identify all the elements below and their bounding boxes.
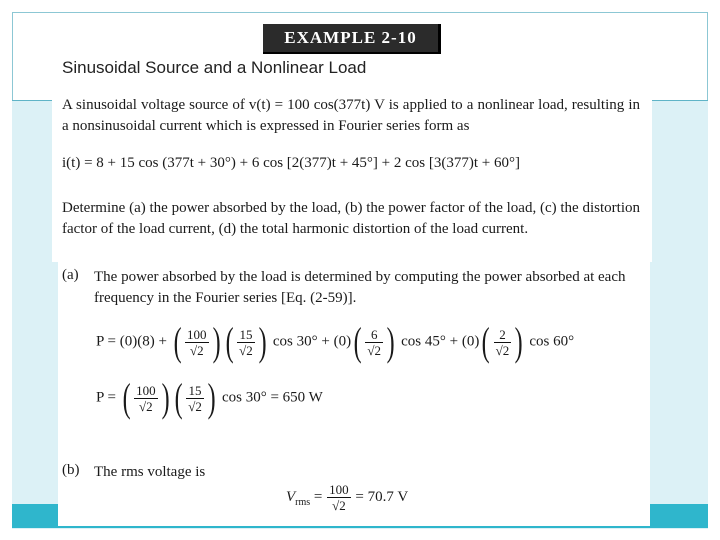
part-a-label: (a) <box>62 267 79 283</box>
eq2-lhs: P = <box>96 389 116 406</box>
vrms-fraction: $\frac{100}{√2}$ <box>329 482 349 513</box>
eq1-term3: cos 60° <box>529 333 575 350</box>
eq1-frac2: $\frac{15}{√2}$ <box>239 326 253 358</box>
rms-voltage-equation <box>286 482 408 513</box>
eq2-rhs: cos 30° = 650 W <box>221 389 323 406</box>
vrms-symbol: V <box>286 488 296 505</box>
eq1-frac4: $\frac{2}{√2}$ <box>495 326 510 358</box>
eq2-frac1: $\frac{100}{√2}$ <box>136 382 156 414</box>
eq1-term2: cos 45° + (0) <box>401 333 480 350</box>
eq1-frac1: $\frac{100}{√2}$ <box>187 326 207 358</box>
part-a-text: The power absorbed by the load is determined by computing the power absorbed at each frequency in the Fourier series [Eq. (2-59)]. <box>94 269 626 306</box>
problem-intro: A sinusoidal voltage source of v(t) = 100 cos(377t) V is applied to a nonlinear load, resulting in a nonsinusoidal current which is expressed in Fourier series form as <box>62 97 640 134</box>
vrms-subscript: rms <box>295 496 311 508</box>
vrms-result: = 70.7 V <box>355 488 409 505</box>
power-equation-result: P = ( $\frac{100}{√2}$ ) ( $\frac{15}{√2}$ ) cos 30° = 650 W <box>96 375 323 420</box>
problem-tasks: Determine (a) the power absorbed by the load, (b) the power factor of the load, (c) the distortion factor of the load current, (d) the total harmonic distortion of the load current. <box>62 200 640 237</box>
example-tag: EXAMPLE 2-10 <box>263 24 441 54</box>
current-equation: i(t) = 8 + 15 cos (377t + 30°) + 6 cos [2(377)t + 45°] + 2 cos [3(377)t + 60°] <box>62 155 520 171</box>
eq1-lhs: P = (0)(8) + <box>96 333 167 350</box>
part-b-label: (b) <box>62 462 80 478</box>
part-b-text: The rms voltage is <box>94 464 206 480</box>
example-title: Sinusoidal Source and a Nonlinear Load <box>62 58 367 77</box>
eq1-frac3: $\frac{6}{√2}$ <box>367 326 382 358</box>
eq2-frac2: $\frac{15}{√2}$ <box>188 382 202 414</box>
eq1-term1: cos 30° + (0) <box>272 333 352 350</box>
power-equation-expanded: P = (0)(8) + ( $\frac{100}{√2}$ ) ( $\frac{15}{√2}$ ) cos 30° + (0)( $\frac{6}{√2}$ ) cos 45° + (0)( $\frac{2}{√2}$ ) cos 60° <box>96 319 575 364</box>
vrms-equals: = <box>313 488 323 505</box>
